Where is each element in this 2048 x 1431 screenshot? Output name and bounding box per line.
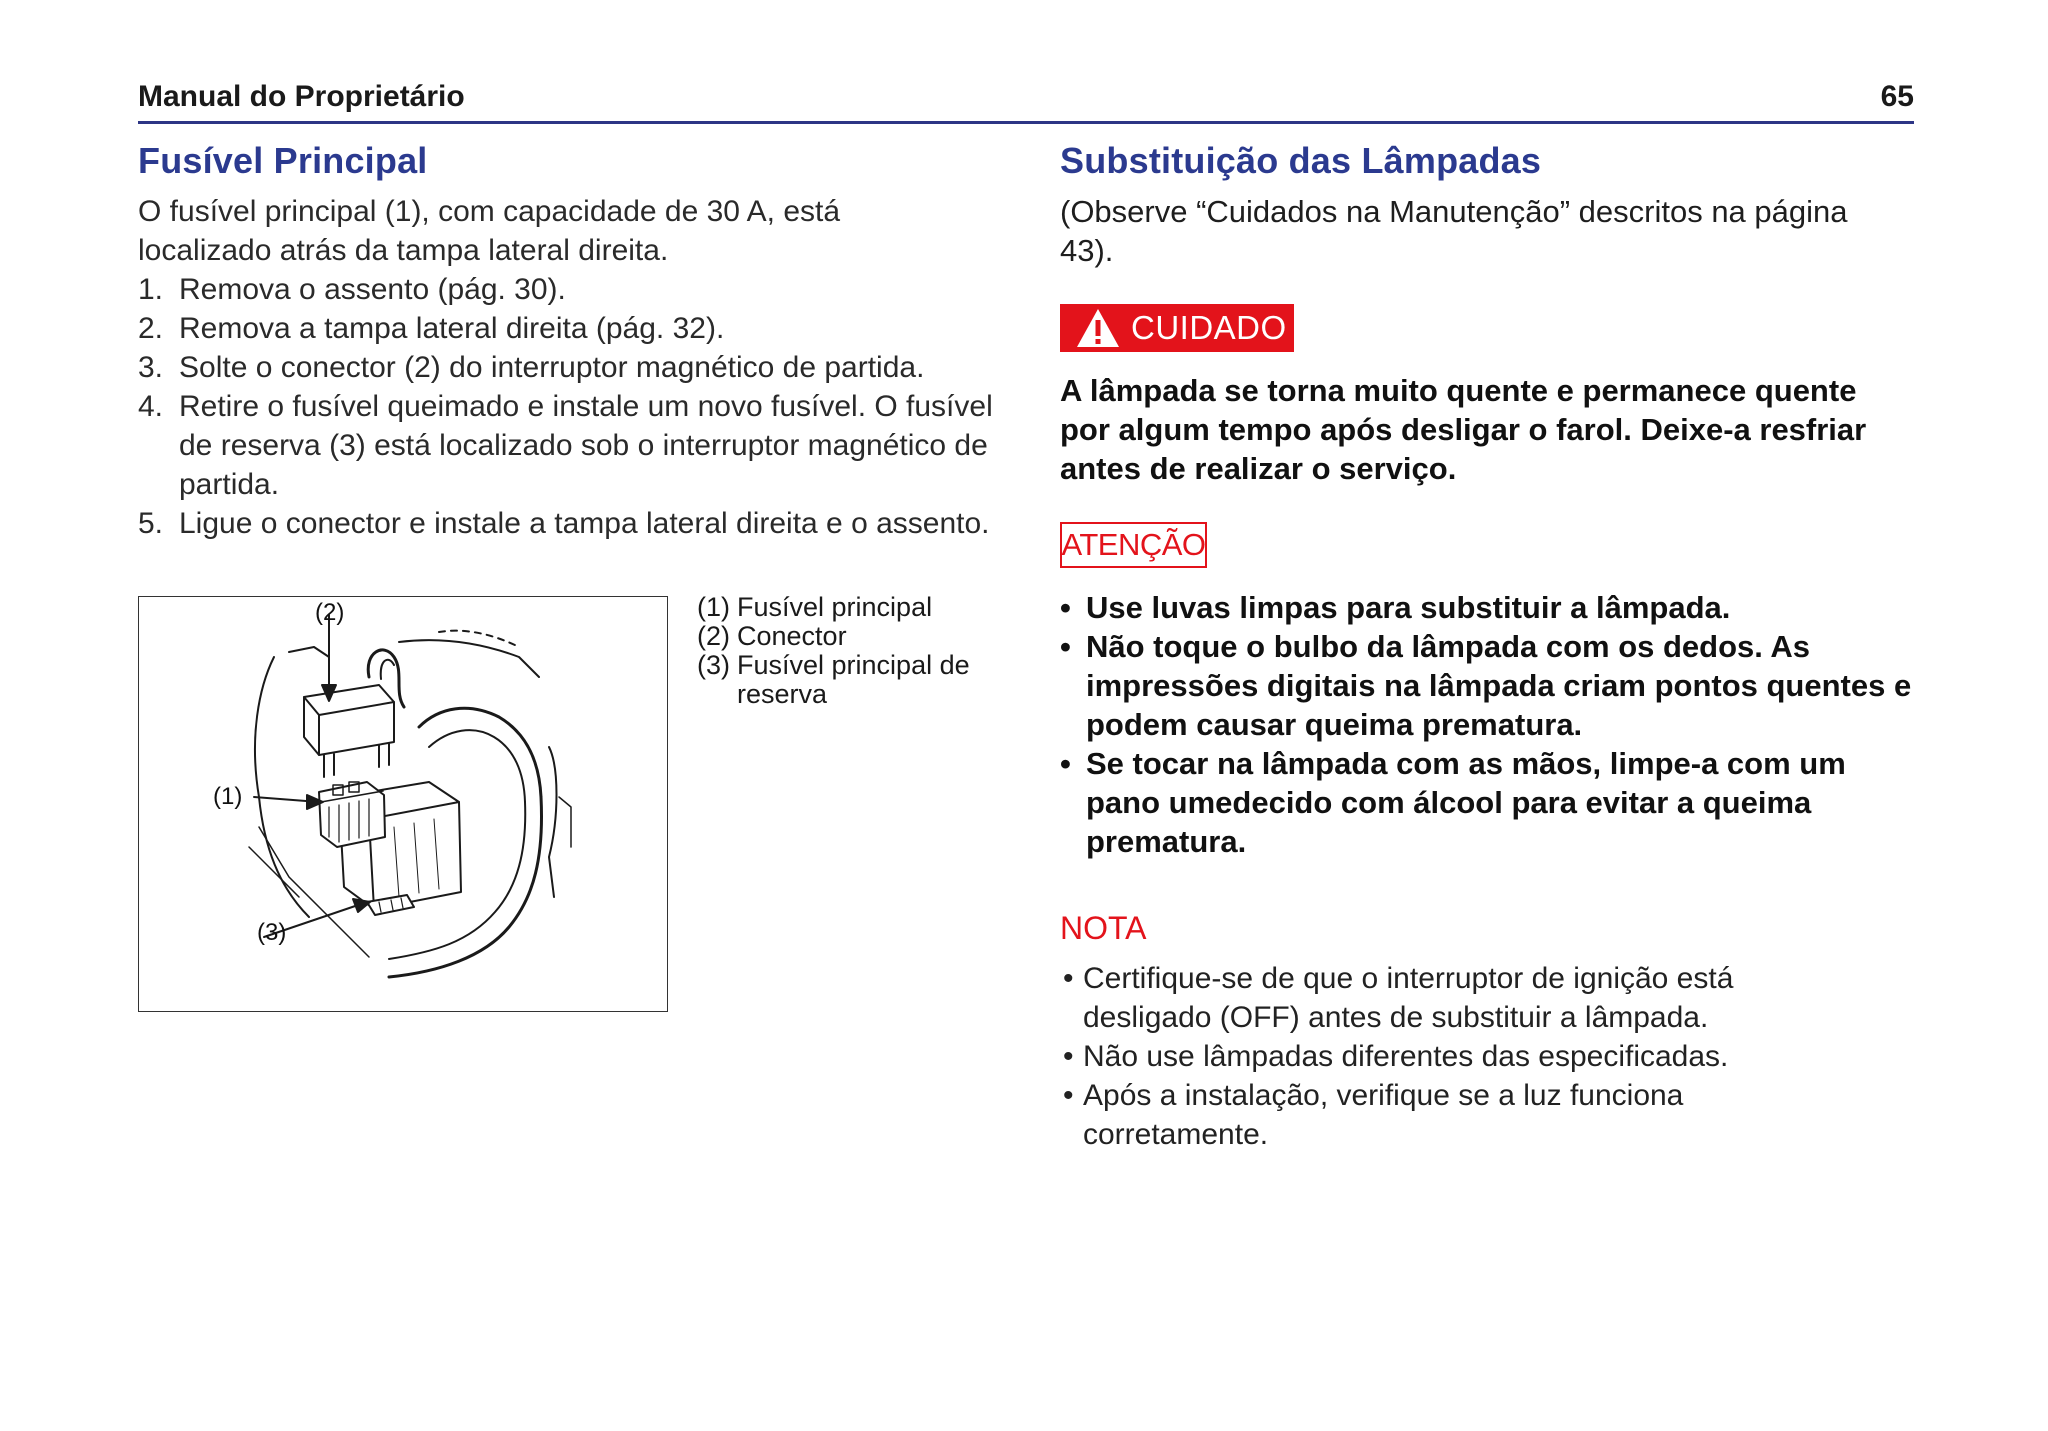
legend-text: Fusível principal [737, 592, 933, 622]
legend-text: Fusível principal de reserva [737, 650, 970, 709]
main-fuse-steps [138, 270, 998, 543]
legend-item [697, 622, 1017, 651]
step-text: Solte o conector (2) do interruptor magnético de partida. [179, 351, 925, 384]
step-item [138, 309, 998, 348]
callout-1: (1) [213, 783, 243, 810]
legend-number: (2) [697, 621, 730, 651]
legend-item [697, 593, 1017, 622]
main-fuse-body [138, 192, 998, 543]
caution-label: CUIDADO [1131, 309, 1287, 346]
attention-item: • Use luvas limpas para substituir a lâmpada. [1060, 588, 1920, 627]
legend-number: (1) [697, 592, 730, 622]
step-item [138, 504, 999, 543]
section-title-bulbs: Substituição das Lâmpadas [1060, 140, 1542, 181]
caution-badge [1060, 304, 1294, 352]
main-fuse-intro: O fusível principal (1), com capacidade de 30 A, está localizado atrás da tampa lateral direita. [138, 195, 841, 267]
note-item: • Não use lâmpadas diferentes das especificadas. [1063, 1037, 1823, 1076]
step-number: 4. [138, 390, 164, 423]
callout-2: (2) [315, 599, 345, 626]
attention-badge: ATENÇÃO [1060, 522, 1207, 568]
legend-text: Conector [737, 621, 847, 651]
legend-item [697, 651, 1027, 709]
attention-list [1060, 588, 1920, 861]
legend-number: (3) [697, 650, 730, 680]
attention-item: • Se tocar na lâmpada com as mãos, limpe-a com um pano umedecido com álcool para evitar a queima prematura. [1060, 744, 1916, 861]
callout-3: (3) [257, 919, 287, 946]
note-item: • Após a instalação, verifique se a luz funciona corretamente. [1063, 1076, 1803, 1154]
note-list [1063, 959, 1823, 1154]
note-label: NOTA [1060, 910, 1147, 946]
fuse-location-figure [138, 596, 668, 1012]
step-number: 3. [138, 351, 164, 384]
step-item [138, 348, 998, 387]
page-number: 65 [1880, 80, 1914, 113]
step-number: 5. [138, 507, 164, 540]
bulbs-intro: (Observe “Cuidados na Manutenção” descritos na página 43). [1060, 194, 1848, 268]
attention-item: • Não toque o bulbo da lâmpada com os dedos. As impressões digitais na lâmpada criam pontos quentes e podem causar queima prematura. [1060, 627, 1920, 744]
note-item: • Certifique-se de que o interruptor de ignição está desligado (OFF) antes de substituir a lâmpada. [1063, 959, 1823, 1037]
section-title-main-fuse: Fusível Principal [138, 140, 428, 181]
figure-legend [697, 593, 1017, 709]
step-number: 1. [138, 273, 164, 306]
step-text: Retire o fusível queimado e instale um novo fusível. O fusível de reserva (3) está localizado sob o interruptor magnético de partida. [179, 390, 993, 501]
step-item [138, 270, 998, 309]
step-item [138, 387, 999, 504]
step-text: Remova a tampa lateral direita (pág. 32). [179, 312, 725, 345]
manual-title: Manual do Proprietário [138, 80, 465, 113]
step-number: 2. [138, 312, 164, 345]
caution-text: A lâmpada se torna muito quente e permanece quente por algum tempo após desligar o farol. Deixe-a resfriar antes de realizar o serviço. [1060, 373, 1867, 486]
warning-triangle-icon [1075, 307, 1121, 349]
step-text: Ligue o conector e instale a tampa lateral direita e o assento. [179, 507, 990, 540]
step-text: Remova o assento (pág. 30). [179, 273, 566, 306]
header-rule [138, 121, 1914, 124]
